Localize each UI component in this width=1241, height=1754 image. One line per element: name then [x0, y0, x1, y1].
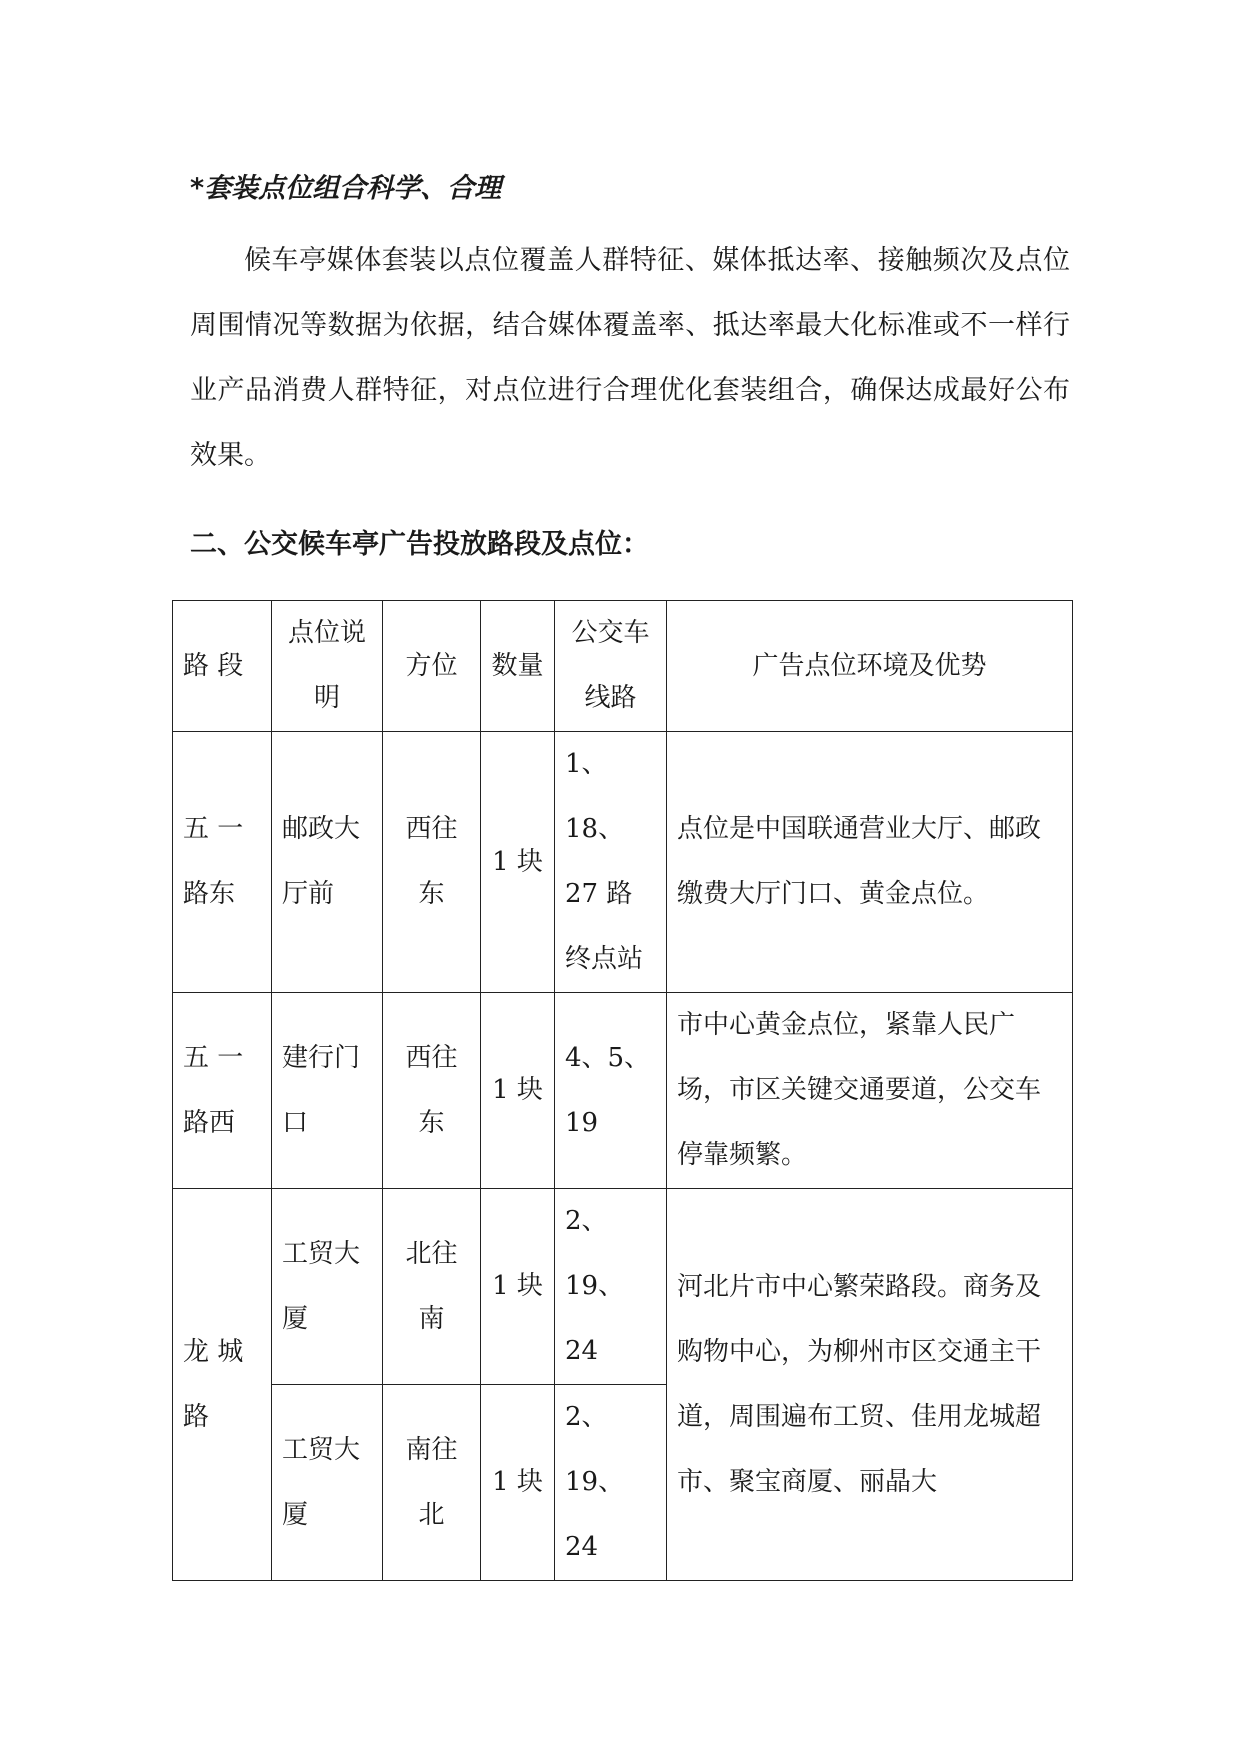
cell-count: 1 块: [481, 732, 555, 993]
cell-direction: 西往东: [383, 993, 481, 1189]
body-paragraph: 候车亭媒体套装以点位覆盖人群特征、媒体抵达率、接触频次及点位周围情况等数据为依据，结合媒体覆盖率、抵达率最大化标准或不一样行业产品消费人群特征，对点位进行合理优化套装组合，确保达成最好公布效果。: [190, 245, 1070, 471]
section-title: 二、公交候车亭广告投放路段及点位：: [190, 529, 649, 560]
table-row: [173, 1189, 1073, 1385]
cell-spot: 邮政大厅前: [272, 732, 383, 993]
cell-spot: 工贸大厦: [272, 1189, 383, 1385]
cell-road: 五 一路西: [173, 993, 272, 1189]
table-header-row: [173, 601, 1073, 732]
cell-direction: 西往东: [383, 732, 481, 993]
header-road: 路 段: [173, 601, 272, 732]
table-row: [173, 732, 1073, 993]
cell-count: 1 块: [481, 993, 555, 1189]
cell-direction: 北往南: [383, 1189, 481, 1385]
cell-road: 龙 城路: [173, 1189, 272, 1581]
header-count: 数量: [481, 601, 555, 732]
placement-table: [172, 600, 1073, 1581]
cell-env: 市中心黄金点位，紧靠人民广场，市区关键交通要道，公交车停靠频繁。: [667, 993, 1073, 1189]
cell-road: 五 一路东: [173, 732, 272, 993]
cell-bus: 1、18、27 路终点站: [555, 732, 667, 993]
cell-spot: 建行门口: [272, 993, 383, 1189]
cell-env: 河北片市中心繁荣路段。商务及购物中心，为柳州市区交通主干道，周围遍布工贸、佳用龙城超市、聚宝商厦、丽晶大: [667, 1189, 1073, 1581]
table-row: [173, 993, 1073, 1189]
cell-env: 点位是中国联通营业大厅、邮政缴费大厅门口、黄金点位。: [667, 732, 1073, 993]
header-direction: 方位: [383, 601, 481, 732]
header-bus: 公交车线路: [555, 601, 667, 732]
cell-bus: 2、19、24: [555, 1189, 667, 1385]
cell-count: 1 块: [481, 1385, 555, 1581]
header-env: 广告点位环境及优势: [667, 601, 1073, 732]
header-spot: 点位说明: [272, 601, 383, 732]
cell-count: 1 块: [481, 1189, 555, 1385]
subheading: *套装点位组合科学、合理: [190, 173, 502, 204]
cell-bus: 4、5、19: [555, 993, 667, 1189]
cell-spot: 工贸大厦: [272, 1385, 383, 1581]
cell-bus: 2、19、24: [555, 1385, 667, 1581]
cell-direction: 南往北: [383, 1385, 481, 1581]
